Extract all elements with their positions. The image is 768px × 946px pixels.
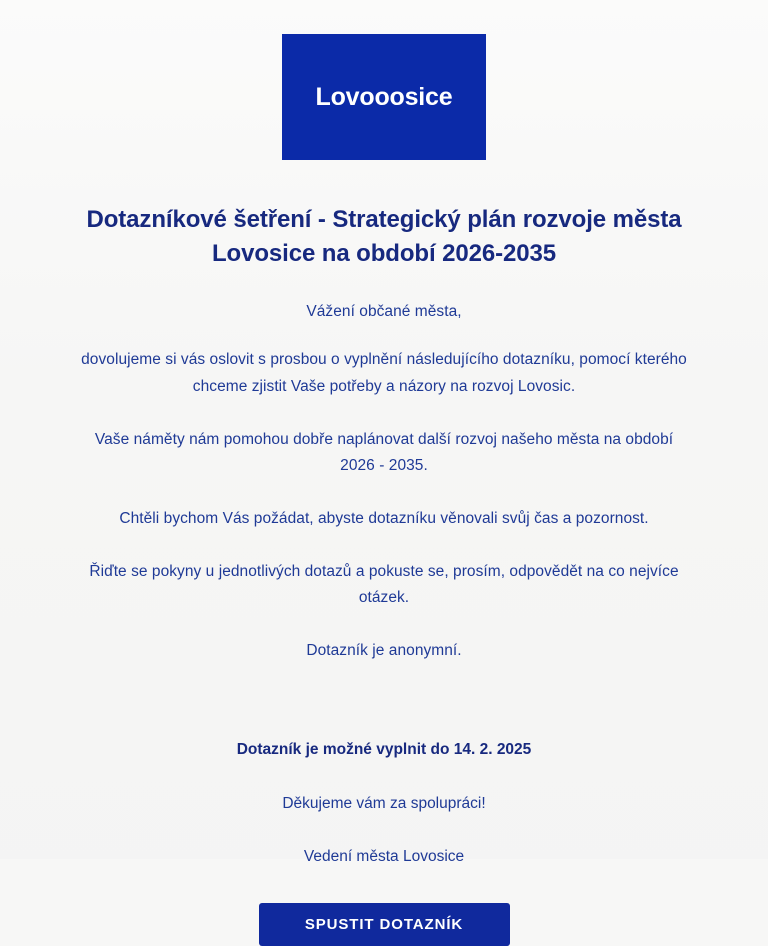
intro-text-block	[0, 299, 768, 691]
intro-paragraph-4: Řiďte se pokyny u jednotlivých dotazů a pokuste se, prosím, odpovědět na co nejvíce otázek.	[89, 562, 679, 607]
intro-paragraph-1: dovolujeme si vás oslovit s prosbou o vyplnění následujícího dotazníku, pomocí kterého chceme zjistit Vaše potřeby a názory na rozvoj Lovosic.	[81, 351, 687, 395]
cta-container	[259, 903, 510, 946]
city-logo-block	[282, 34, 486, 160]
intro-paragraph-3: Chtěli bychom Vás požádat, abyste dotazníku věnovali svůj čas a pozornost.	[119, 509, 649, 527]
start-survey-button[interactable]: SPUSTIT DOTAZNÍK	[259, 903, 510, 946]
thanks-message: Děkujeme vám za spolupráci!	[282, 795, 486, 813]
city-logo-text: Lovooosice	[315, 82, 453, 111]
page-title: Dotazníkové šetření - Strategický plán rozvoje města Lovosice na období 2026-2035	[86, 206, 682, 268]
closing-text-block	[0, 737, 768, 871]
intro-paragraph-2: Vaše náměty nám pomohou dobře naplánovat další rozvoj našeho města na období 2026 - 2035.	[94, 430, 674, 475]
salutation-paragraph: Vážení občané města,	[306, 302, 462, 320]
deadline-notice: Dotazník je možné vyplnit do 14. 2. 2025	[236, 740, 532, 758]
signature-line: Vedení města Lovosice	[303, 847, 465, 865]
intro-paragraph-5: Dotazník je anonymní.	[306, 641, 462, 659]
